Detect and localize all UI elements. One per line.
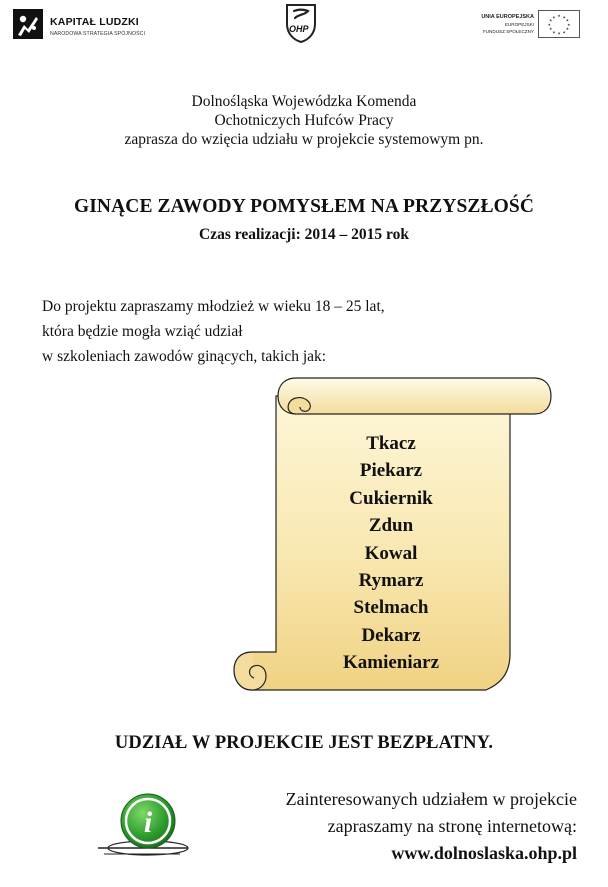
profession-item: Kowal	[364, 542, 418, 564]
ohp-emblem-icon	[281, 2, 321, 44]
svg-text:★: ★	[562, 15, 566, 20]
profession-item: Piekarz	[359, 460, 423, 482]
invite-text	[42, 294, 385, 369]
kapital-ludzki-logo	[10, 6, 170, 46]
intro-line-2: Ochotniczych Hufców Pracy	[214, 112, 394, 129]
free-participation-notice: UDZIAŁ W PROJEKCIE JEST BEZPŁATNY.	[114, 733, 494, 753]
project-title: GINĄCE ZAWODY POMYSŁEM NA PRZYSZŁOŚĆ	[73, 196, 535, 217]
kapital-ludzki-subtitle: NARODOWA STRATEGIA SPÓJNOŚCI	[50, 31, 146, 37]
svg-text:★: ★	[557, 31, 561, 36]
eu-logo-line2: EUROPEJSKI	[504, 22, 534, 27]
invite-line-2: która będzie mogła wziąć udział	[42, 323, 243, 340]
professions-list	[284, 430, 498, 677]
intro-line-1: Dolnośląska Wojewódzka Komenda	[191, 93, 417, 110]
project-period: Czas realizacji: 2014 – 2015 rok	[199, 226, 409, 243]
svg-text:★: ★	[548, 27, 553, 32]
ohp-logo-text: OHP	[289, 24, 309, 34]
ohp-logo	[281, 2, 321, 44]
contact-line-1: Zainteresowanych udziałem w projekcie	[285, 789, 577, 809]
svg-text:★: ★	[548, 18, 553, 23]
intro-text	[0, 92, 608, 149]
svg-text:i: i	[143, 806, 153, 839]
svg-text:★: ★	[557, 14, 561, 19]
svg-text:★: ★	[547, 22, 551, 27]
info-icon	[96, 790, 192, 858]
svg-text:★: ★	[565, 18, 570, 23]
contact-line-2: zapraszamy na stronę internetową:	[327, 816, 577, 836]
kapital-ludzki-title: KAPITAŁ LUDZKI	[50, 16, 139, 28]
svg-text:★: ★	[567, 22, 571, 27]
profession-item: Cukiernik	[349, 487, 433, 509]
profession-item: Kamieniarz	[342, 652, 440, 674]
svg-text:★: ★	[552, 15, 556, 20]
profession-item: Stelmach	[353, 597, 429, 619]
svg-text:★: ★	[565, 27, 570, 32]
svg-text:★: ★	[552, 30, 556, 35]
profession-item: Zdun	[368, 515, 414, 537]
eu-flag-icon	[538, 10, 580, 38]
svg-text:★: ★	[562, 30, 566, 35]
eu-logo-line1: UNIA EUROPEJSKA	[481, 14, 534, 20]
website-link[interactable]: www.dolnoslaska.ohp.pl	[391, 843, 577, 863]
invite-line-1: Do projektu zapraszamy młodzież w wieku 18 – 25 lat,	[42, 298, 385, 315]
kapital-ludzki-logo-icon	[10, 6, 46, 42]
profession-item: Rymarz	[358, 570, 424, 592]
eu-logo-text	[481, 14, 534, 35]
intro-line-3: zaprasza do wzięcia udziału w projekcie systemowym pn.	[124, 131, 484, 148]
profession-item: Dekarz	[361, 624, 421, 646]
eu-logo-line3: FUNDUSZ SPOŁECZNY	[482, 29, 534, 34]
eu-logo	[462, 8, 582, 42]
contact-text	[286, 786, 577, 867]
profession-item: Tkacz	[366, 433, 416, 454]
invite-line-3: w szkoleniach zawodów ginących, takich jak:	[42, 348, 327, 365]
